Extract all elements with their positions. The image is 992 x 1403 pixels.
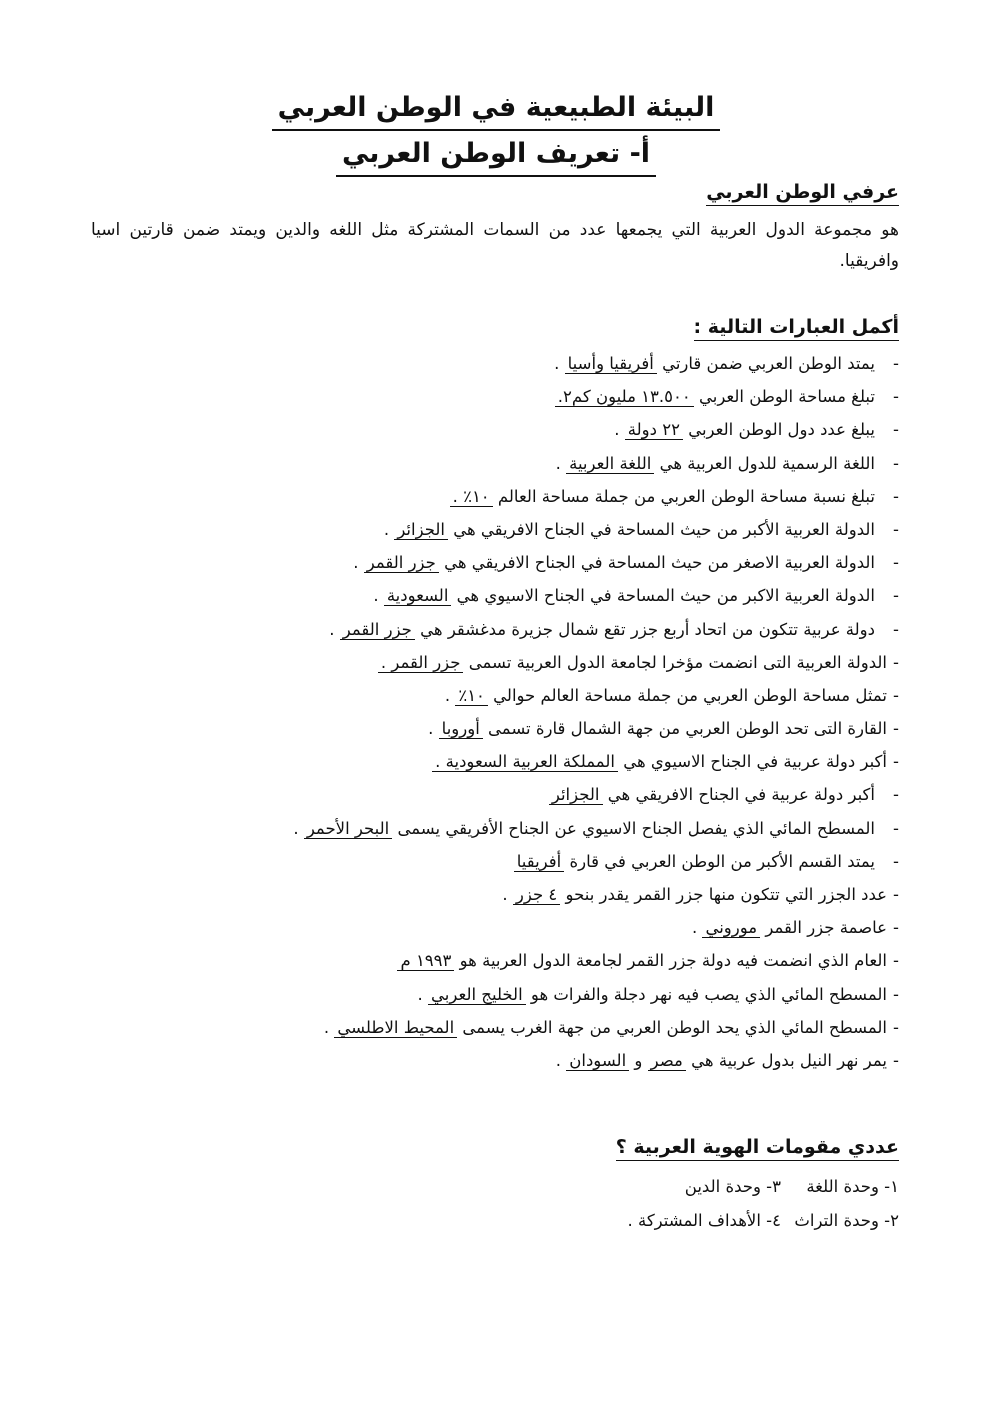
list-item	[89, 778, 899, 811]
list-item	[89, 978, 899, 1011]
answer-text: المملكة العربية السعودية .	[432, 752, 618, 772]
answer-text: ٤ جزر	[513, 885, 560, 905]
end-punctuation: .	[353, 553, 364, 573]
question-text: الدولة العربية الأكبر من حيث المساحة في الجناح الافريقي هي	[453, 519, 875, 539]
answer-text: أوروبا	[439, 719, 483, 739]
bullet-dash: -	[893, 752, 899, 772]
list-item	[89, 845, 899, 878]
question-text: المسطح المائي الذي يصب فيه نهر دجلة والفرات هو	[530, 984, 887, 1004]
answer-text: اللغة العربية	[566, 454, 654, 474]
bullet-dash: -	[893, 486, 899, 506]
end-punctuation: .	[554, 354, 565, 373]
bullet-dash: -	[893, 553, 899, 573]
bullet-dash: -	[893, 685, 899, 705]
bullet-dash: -	[893, 785, 899, 805]
list-item	[89, 579, 899, 612]
question-text: الدولة العربية الاصغر من حيث المساحة في الجناح الافريقي هي	[444, 553, 875, 573]
question-text: أكبر دولة عربية في الجناح الافريقي هي	[607, 785, 875, 805]
end-punctuation: .	[614, 420, 625, 440]
list-item	[89, 1044, 899, 1077]
identity-list	[627, 1170, 899, 1238]
answer-text: الجزائر	[394, 520, 448, 540]
list-item	[89, 380, 899, 413]
end-punctuation: .	[329, 619, 340, 639]
list-item	[89, 745, 899, 778]
question-text: دولة عربية تتكون من اتحاد أربع جزر تقع شمال جزيرة مدغشقر هي	[420, 619, 875, 639]
answer-text: ٢٢ دولة	[625, 420, 683, 440]
list-item	[89, 1011, 899, 1044]
answer-text: جزر القمر .	[378, 653, 464, 673]
question-text: يمر نهر النيل بدول عربية هي	[691, 1050, 887, 1070]
bullet-dash: -	[893, 851, 899, 871]
question-text: يبلغ عدد دول الوطن العربي	[688, 420, 875, 440]
bullet-dash: -	[893, 719, 899, 739]
bullet-dash: -	[893, 453, 899, 473]
list-item	[89, 679, 899, 712]
list-item	[89, 413, 899, 446]
end-punctuation: .	[428, 719, 439, 739]
end-punctuation: .	[691, 918, 703, 938]
list-item	[89, 878, 899, 911]
answer-text: مصر	[648, 1051, 686, 1071]
answer-text: أفريقيا وأسيا	[565, 354, 657, 374]
question-text: القارة التى تحد الوطن العربي من جهة الشمال قارة تسمى	[488, 719, 887, 739]
answer-text: ١٣.٥٠٠ مليون كم٢.	[555, 387, 694, 407]
list-item	[89, 447, 899, 480]
list-item	[89, 812, 899, 845]
end-punctuation: .	[383, 519, 395, 539]
sub-title: أ- تعريف الوطن العربي	[0, 138, 992, 177]
question-text: تمثل مساحة الوطن العربي من جملة مساحة العالم حوالي	[493, 685, 887, 705]
list-item	[89, 513, 899, 546]
identity-row	[627, 1170, 899, 1204]
bullet-dash: -	[893, 652, 899, 672]
bullet-dash: -	[893, 519, 899, 539]
end-punctuation: .	[417, 984, 429, 1004]
list-item	[89, 712, 899, 745]
identity-row	[627, 1204, 899, 1238]
answer-text: السودان	[566, 1051, 629, 1071]
answer-text: موروني	[702, 918, 760, 938]
question-text: المسطح المائي الذي يحد الوطن العربي من جهة الغرب يسمى	[462, 1017, 887, 1037]
list-item	[89, 911, 899, 944]
connector-text: و	[629, 1050, 648, 1070]
bullet-dash: -	[893, 984, 899, 1004]
definition-heading: عرفي الوطن العربي	[706, 181, 899, 206]
bullet-dash: -	[893, 951, 899, 971]
question-text: الدولة العربية التى انضمت مؤخرا لجامعة الدول العربية تسمى	[468, 652, 887, 672]
definition-text: هو مجموعة الدول العربية التي يجمعها عدد من السمات المشتركة مثل اللغه والدين ويمتد ضمن قارتين اسيا وافريقيا.	[91, 220, 899, 271]
end-punctuation: .	[502, 885, 513, 904]
end-punctuation: .	[323, 1017, 335, 1037]
question-text: عدد الجزر التي تتكون منها جزر القمر يقدر بنحو	[565, 885, 887, 904]
bullet-dash: -	[893, 619, 899, 639]
bullet-dash: -	[893, 918, 899, 938]
question-text: يمتد الوطن العربي ضمن قارتي	[662, 354, 875, 373]
identity-item: ٣- وحدة الدين	[684, 1177, 781, 1196]
question-text: يمتد القسم الأكبر من الوطن العربي في قارة	[569, 851, 875, 871]
answer-text: المحيط الاطلسي	[334, 1018, 457, 1038]
list-item	[89, 944, 899, 977]
list-item	[89, 613, 899, 646]
end-punctuation: .	[293, 818, 304, 838]
end-punctuation: .	[373, 586, 384, 606]
identity-item: ٢- وحدة التراث	[794, 1211, 899, 1230]
answer-text: ١٠٪ .	[450, 487, 493, 507]
answer-text: البحر الأحمر	[304, 819, 392, 839]
answer-text: أفريقيا	[514, 852, 565, 872]
fill-blanks-list	[89, 347, 899, 1077]
question-text: أكبر دولة عربية في الجناح الاسيوي هي	[623, 752, 887, 772]
list-item	[89, 347, 899, 380]
list-item	[89, 546, 899, 579]
list-item	[89, 480, 899, 513]
bullet-dash: -	[893, 1017, 899, 1037]
identity-heading: عددي مقومات الهوية العربية ؟	[616, 1136, 899, 1161]
end-punctuation: .	[555, 453, 567, 473]
end-punctuation: .	[555, 1050, 567, 1070]
bullet-dash: -	[893, 818, 899, 838]
question-text: الدولة العربية الاكبر من حيث المساحة في الجناح الاسيوي هي	[456, 586, 875, 606]
fill-blanks-heading: أكمل العبارات التالية :	[694, 316, 899, 341]
bullet-dash: -	[893, 885, 899, 904]
answer-text: السعودية	[384, 586, 452, 606]
bullet-dash: -	[893, 586, 899, 606]
question-text: عاصمة جزر القمر	[765, 918, 887, 938]
question-text: اللغة الرسمية للدول العربية هي	[659, 453, 875, 473]
question-text: تبلغ نسبة مساحة الوطن العربي من جملة مساحة العالم	[497, 486, 875, 506]
bullet-dash: -	[893, 420, 899, 440]
question-text: العام الذي انضمت فيه دولة جزر القمر لجامعة الدول العربية هو	[459, 951, 887, 971]
answer-text: جزر القمر	[364, 553, 439, 573]
bullet-dash: -	[893, 1050, 899, 1070]
answer-text: الجزائر	[549, 785, 603, 805]
answer-text: الخليج العربي	[428, 985, 526, 1005]
list-item	[89, 646, 899, 679]
end-punctuation: .	[444, 685, 456, 705]
identity-item: ١- وحدة اللغة	[806, 1177, 899, 1196]
main-title: البيئة الطبيعية في الوطن العربي	[0, 92, 992, 131]
bullet-dash: -	[893, 387, 899, 407]
answer-text: جزر القمر	[340, 620, 415, 640]
question-text: المسطح المائي الذي يفصل الجناح الاسيوي عن الجناح الأفريقي يسمى	[397, 818, 875, 838]
question-text: تبلغ مساحة الوطن العربي	[698, 387, 875, 407]
bullet-dash: -	[893, 354, 899, 373]
answer-text: ١٠٪	[455, 686, 488, 706]
answer-text: ١٩٩٣ م	[397, 951, 454, 971]
identity-item: ٤- الأهداف المشتركة .	[627, 1211, 781, 1230]
